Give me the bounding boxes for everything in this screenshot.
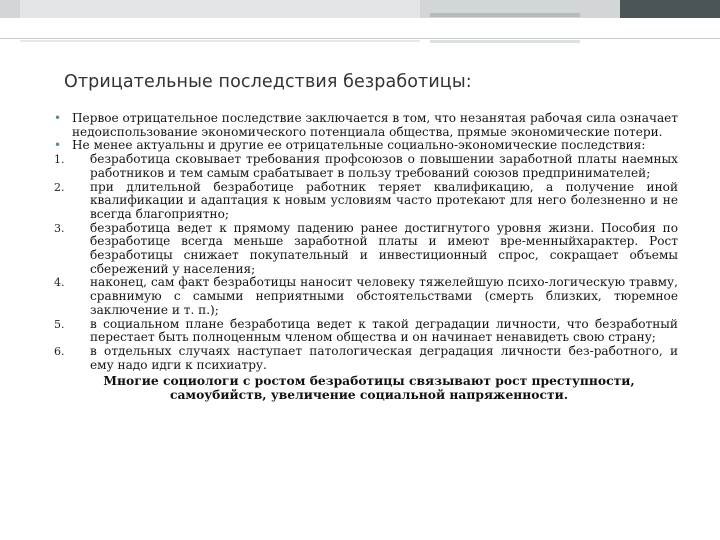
number-marker: 3.	[54, 221, 65, 235]
bullet-marker: •	[54, 138, 62, 153]
numbered-text: в отдельных случаях наступает патологическая деградация личности без-работного, и ему надо идги к психиатру.	[90, 343, 678, 372]
numbered-text: при длительной безработице работник теряет квалификацию, а получение иной квалификации и адаптация к новым условиям часто протекают для него болезненно и не всегда благоприятно;	[90, 179, 678, 221]
header-divider-light	[20, 40, 420, 42]
slide-content	[54, 112, 678, 402]
header-divider-accent	[430, 40, 580, 43]
number-marker: 1.	[54, 153, 65, 167]
numbered-item	[54, 153, 678, 180]
bullet-text: Первое отрицательное последствие заключается в том, что незанятая рабочая сила означает недоиспользование экономического потенциала общества, прямые экономические потери.	[72, 111, 678, 139]
top-decor-stripe	[20, 0, 420, 18]
top-decor-accent	[430, 13, 580, 17]
header-divider	[0, 38, 720, 39]
numbered-item	[54, 345, 678, 372]
top-decor-bar	[0, 0, 720, 18]
numbered-text: безработица ведет к прямому падению ранее достигнутого уровня жизни. Пособия по безработице всегда меньше заработной платы и имеют вре-менныйхарактер. Рост безработицы снижает покупательный и инвестиционный спрос, сокращает объемы сбережений у населения;	[90, 220, 678, 276]
numbered-item	[54, 222, 678, 277]
numbered-text: наконец, сам факт безработицы наносит человеку тяжелейшую психо-логическую травму, сравнимую с самыми неприятными обстоятельствами (смерть близких, тюремное заключение и т. п.);	[90, 275, 678, 317]
number-marker: 4.	[54, 276, 65, 290]
slide-title: Отрицательные последствия безработицы:	[64, 72, 472, 92]
bullet-item	[54, 139, 678, 153]
conclusion-text: Многие социологи с ростом безработицы связывают рост преступности, самоубийств, увеличение социальной напряженности.	[103, 373, 635, 403]
numbered-text: безработица сковывает требования профсоюзов о повышении заработной платы наемных работников и тем самым срабатывает в пользу требований союзов предпринимателей;	[90, 152, 678, 180]
number-marker: 2.	[54, 180, 65, 194]
bullet-marker: •	[54, 111, 62, 125]
top-decor-dark-block	[620, 0, 720, 18]
numbered-text: в социальном плане безработица ведет к такой деградации личности, что безработный перестает быть полноценным членом общества и он начинает ненавидеть свою страну;	[90, 316, 678, 345]
numbered-item	[54, 181, 678, 222]
number-marker: 6.	[54, 344, 65, 358]
number-marker: 5.	[54, 317, 65, 331]
bullet-item	[54, 112, 678, 139]
bullet-text: Не менее актуальны и другие ее отрицательные социально-экономические последствия:	[72, 138, 646, 153]
numbered-item	[54, 318, 678, 345]
numbered-item	[54, 276, 678, 317]
